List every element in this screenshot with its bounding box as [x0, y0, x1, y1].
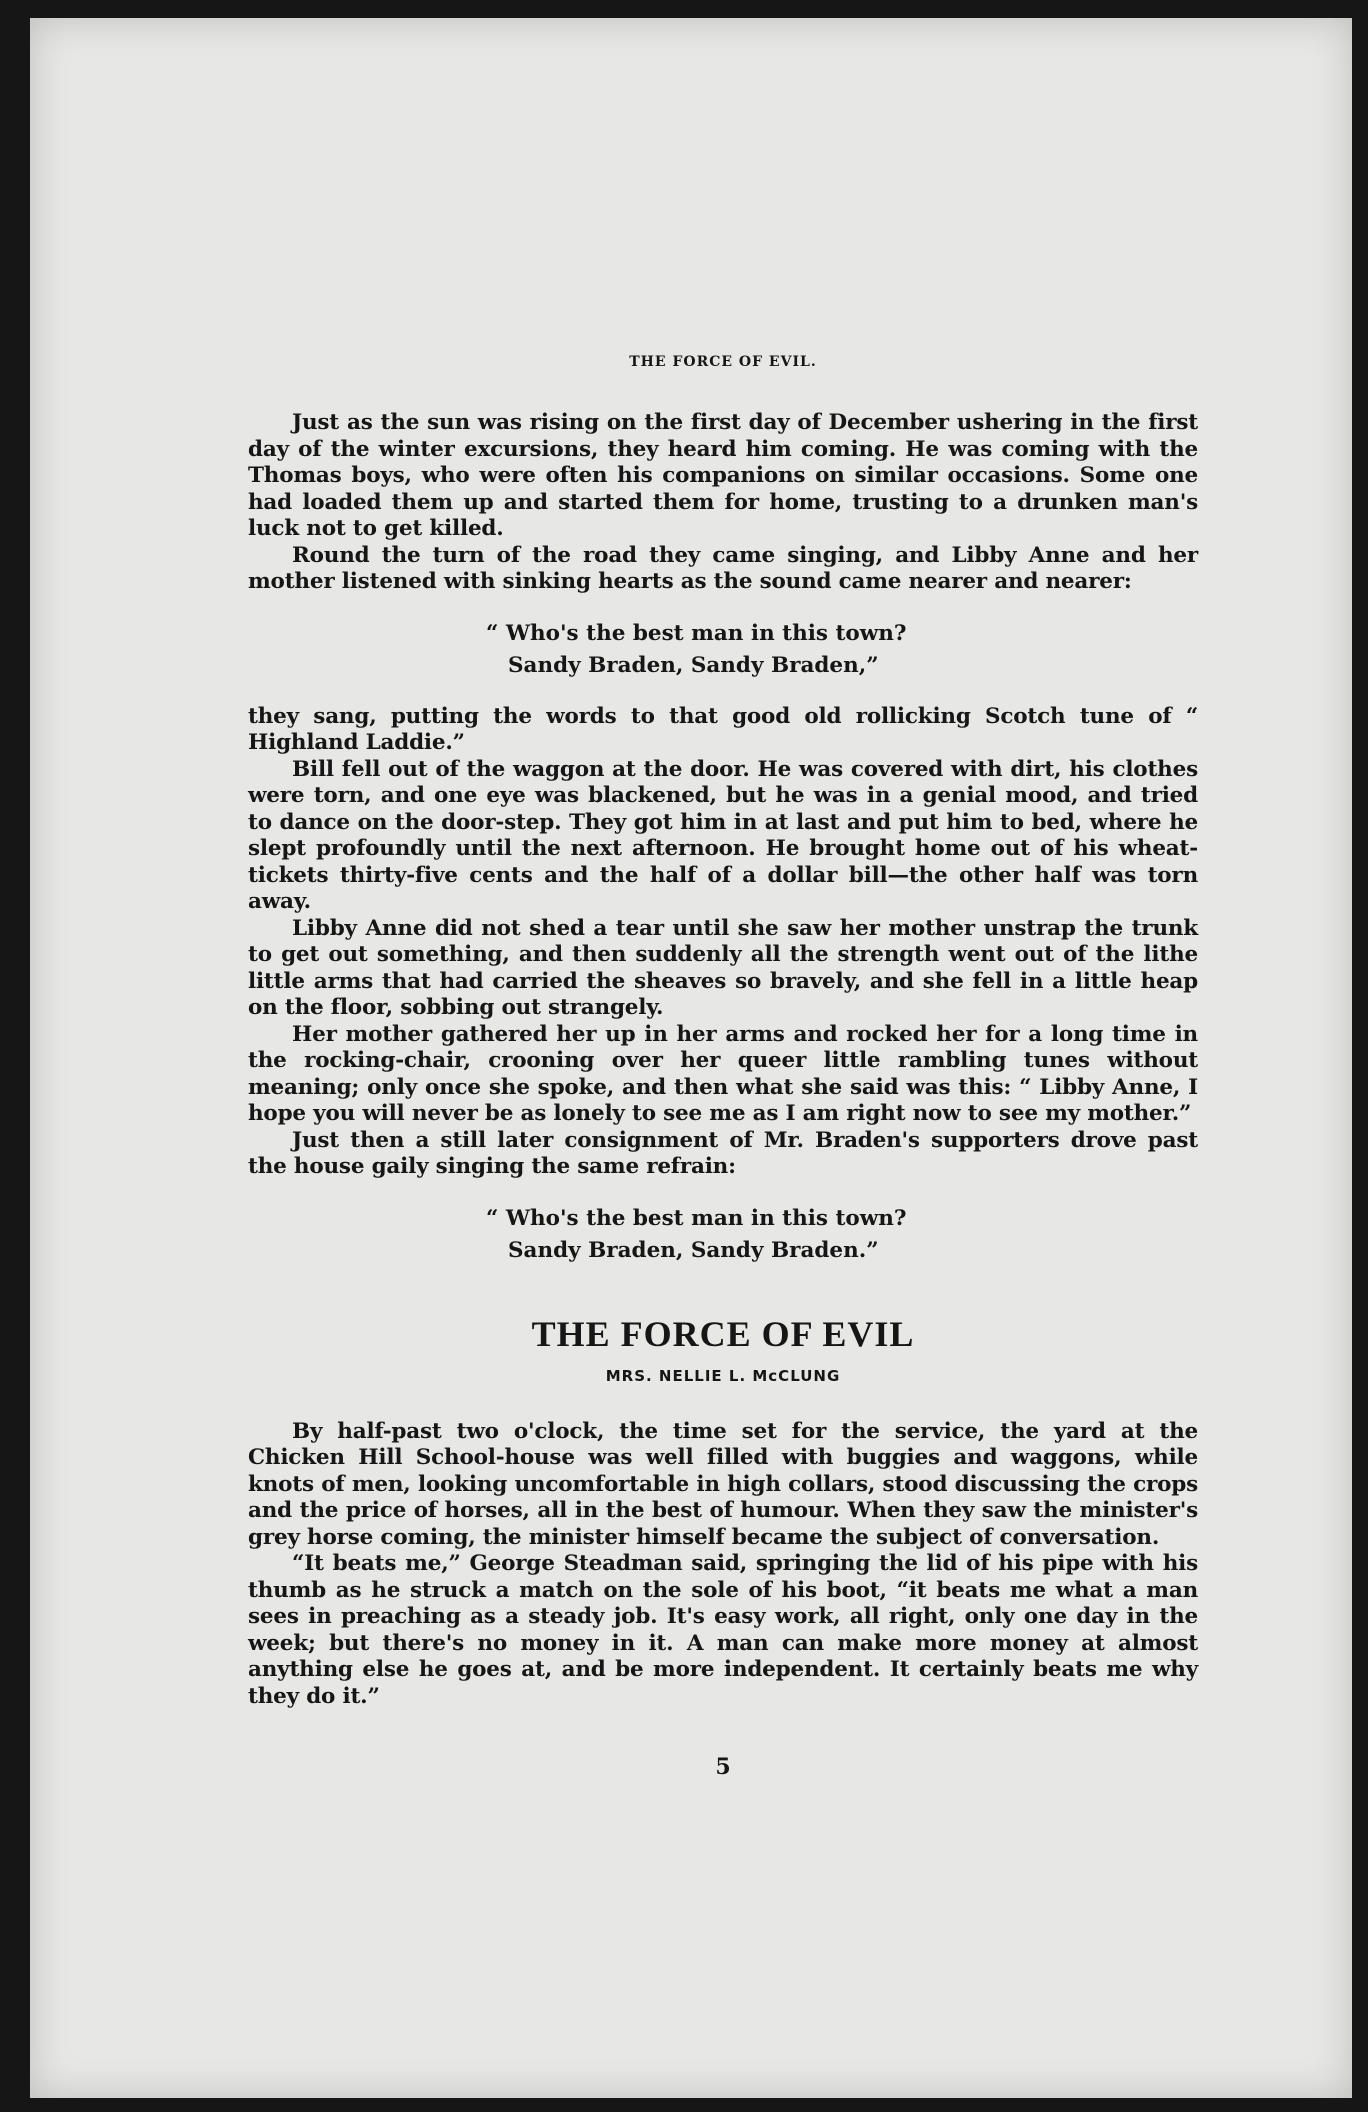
song-verse	[248, 618, 1198, 682]
book-page	[30, 18, 1352, 2098]
verse-line: “ Who's the best man in this town?	[486, 1205, 907, 1231]
paragraph: Just as the sun was rising on the first day of December ushering in the first day of the winter excursions, they heard him coming. He was coming with the Thomas boys, who were often his companions on similar occasions. Some one had loaded them up and started them for home, trusting to a drunken man's luck not to get killed.	[248, 410, 1198, 541]
verse-line: Sandy Braden, Sandy Braden.”	[508, 1237, 879, 1263]
song-verse	[248, 1203, 1198, 1267]
paragraph: Her mother gathered her up in her arms and rocked her for a long time in the rocking-chair, crooning over her queer little rambling tunes without meaning; only once she spoke, and then what she said was this: “ Libby Anne, I hope you will never be as lonely to see me as I am right now to see my mother.”	[248, 1021, 1198, 1126]
verse-line: “ Who's the best man in this town?	[486, 620, 907, 646]
paragraph: Libby Anne did not shed a tear until she saw her mother unstrap the trunk to get out something, and then suddenly all the strength went out of the lithe little arms that had carried the sheaves so bravely, and she fell in a little heap on the floor, sobbing out strangely.	[248, 915, 1198, 1020]
story-title: THE FORCE OF EVIL	[531, 1313, 915, 1354]
paragraph: By half-past two o'clock, the time set for the service, the yard at the Chicken Hill School-house was well filled with buggies and waggons, while knots of men, looking uncomfortable in high collars, stood discussing the crops and the price of horses, all in the best of humour. When they saw the minister's grey horse coming, the minister himself became the subject of conversation.	[248, 1418, 1198, 1550]
page-content	[248, 338, 1198, 1780]
running-head: THE FORCE OF EVIL.	[629, 354, 817, 370]
verse-line: Sandy Braden, Sandy Braden,”	[508, 652, 879, 678]
author-byline: MRS. NELLIE L. McCLUNG	[605, 1366, 841, 1385]
paragraph: Just then a still later consignment of Mr. Braden's supporters drove past the house gaily singing the same refrain:	[248, 1127, 1198, 1179]
paragraph: Bill fell out of the waggon at the door. He was covered with dirt, his clothes were torn, and one eye was blackened, but he was in a genial mood, and tried to dance on the door-step. They got him in at last and put him to bed, where he slept profoundly until the next afternoon. He brought home out of his wheat-tickets thirty-five cents and the half of a dollar bill—the other half was torn away.	[248, 756, 1198, 914]
paragraph: “It beats me,” George Steadman said, springing the lid of his pipe with his thumb as he struck a match on the sole of his boot, “it beats me what a man sees in preaching as a steady job. It's easy work, all right, only one day in the week; but there's no money in it. A man can make more money at almost anything else he goes at, and be more independent. It certainly beats me why they do it.”	[248, 1551, 1198, 1709]
page-number: 5	[715, 1754, 731, 1780]
paragraph: Round the turn of the road they came singing, and Libby Anne and her mother listened with sinking hearts as the sound came nearer and nearer:	[248, 542, 1198, 594]
paragraph: they sang, putting the words to that good old rollicking Scotch tune of “ Highland Laddie.”	[248, 703, 1198, 755]
